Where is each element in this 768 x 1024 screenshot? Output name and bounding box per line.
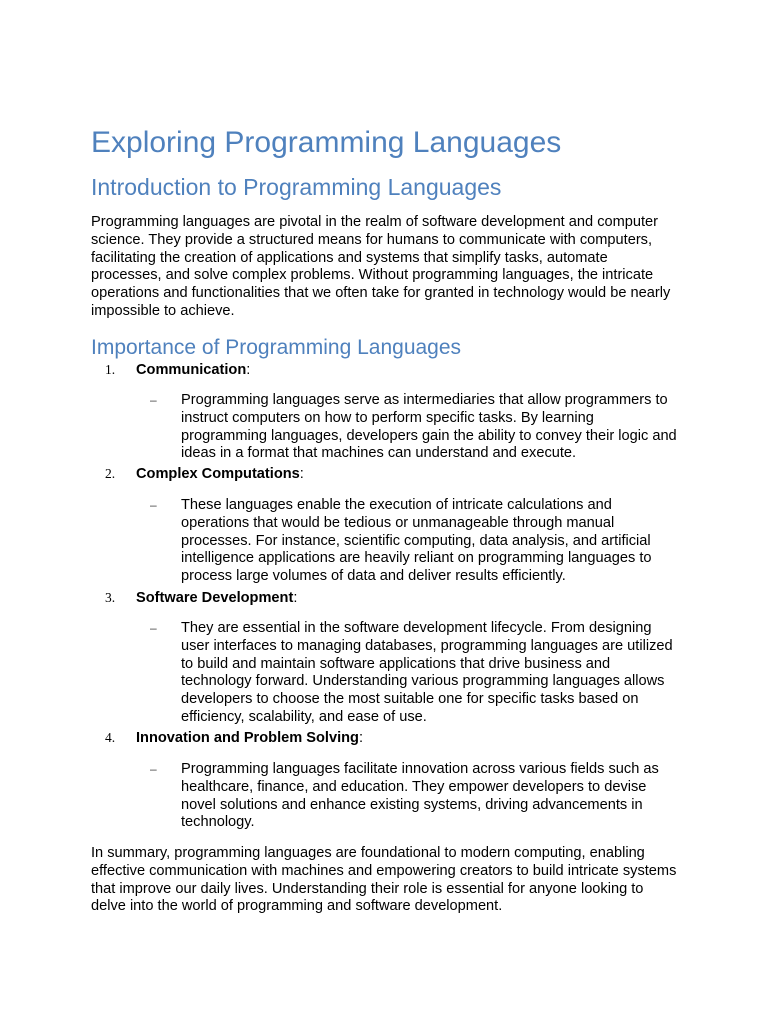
list-item-number: 3. bbox=[105, 590, 116, 605]
intro-paragraph: Programming languages are pivotal in the realm of software development and computer science. They provide a structured means for humans to communicate with computers, facilitating the creation of applications and systems that simplify tasks, automate processes, and solve complex problems. Without programming languages, the intricate operations and functionalities that we often take for granted in technology would be nearly impossible to achieve. bbox=[91, 214, 671, 319]
dash-bullet-icon: – bbox=[150, 393, 157, 407]
list-item-head bbox=[91, 465, 681, 483]
list-item bbox=[91, 589, 681, 725]
list-item-text: They are essential in the software development lifecycle. From designing user interfaces to managing databases, programming languages are utilized to build and maintain software applications that drive business and technology forward. Understanding various programming languages allows developers to choose the most suitable one for specific tasks based on efficiency, scalability, and ease of use. bbox=[181, 620, 673, 725]
dash-bullet-icon: – bbox=[150, 621, 157, 635]
list-item bbox=[91, 465, 681, 585]
list-item-colon: : bbox=[246, 362, 251, 378]
list-item-colon: : bbox=[358, 730, 364, 746]
list-item-head bbox=[91, 361, 681, 379]
list-item-text: These languages enable the execution of intricate calculations and operations that would be tedious or unmanageable through manual processes. For instance, scientific computing, data analysis, and artificial intelligence applications are heavily reliant on programming languages to process large volumes of data and deliver results efficiently. bbox=[181, 497, 652, 585]
list-item-label bbox=[136, 729, 363, 747]
list-item-label bbox=[136, 589, 297, 607]
document-title: Exploring Programming Languages bbox=[91, 126, 562, 159]
list-item-colon: : bbox=[299, 466, 304, 482]
list-item-label bbox=[136, 361, 250, 379]
list-item-colon: : bbox=[293, 590, 298, 606]
list-item-label-text: Complex Computations bbox=[136, 466, 300, 482]
list-item-number: 2. bbox=[105, 466, 116, 481]
list-item-number: 4. bbox=[105, 730, 116, 745]
list-item-head bbox=[91, 729, 681, 747]
list-item-label-text: Innovation and Problem Solving bbox=[136, 730, 359, 746]
list-item-text: Programming languages facilitate innovation across various fields such as healthcare, finance, and education. They empower developers to devise novel solutions and enhance existing systems, driving advancements in technology. bbox=[181, 761, 659, 831]
dash-bullet-icon: – bbox=[150, 498, 157, 512]
dash-bullet-icon: – bbox=[150, 762, 157, 776]
list-item-text: Programming languages serve as intermediaries that allow programmers to instruct computers on how to perform specific tasks. By learning programming languages, developers gain the ability to convey their logic and ideas in a format that machines can understand and execute. bbox=[181, 392, 677, 462]
intro-heading: Introduction to Programming Languages bbox=[91, 174, 502, 200]
list-item-head bbox=[91, 589, 681, 607]
list-item bbox=[91, 361, 681, 462]
list-item-label bbox=[136, 465, 304, 483]
list-item bbox=[91, 729, 681, 831]
list-item-label-text: Software Development bbox=[136, 590, 294, 606]
list-item-number: 1. bbox=[105, 362, 116, 377]
summary-paragraph: In summary, programming languages are foundational to modern computing, enabling effective communication with machines and empowering creators to build intricate systems that improve our daily lives. Understanding their role is essential for anyone looking to delve into the world of programming and software development. bbox=[91, 845, 677, 915]
list-item-label-text: Communication bbox=[136, 362, 247, 378]
importance-heading: Importance of Programming Languages bbox=[91, 336, 462, 359]
